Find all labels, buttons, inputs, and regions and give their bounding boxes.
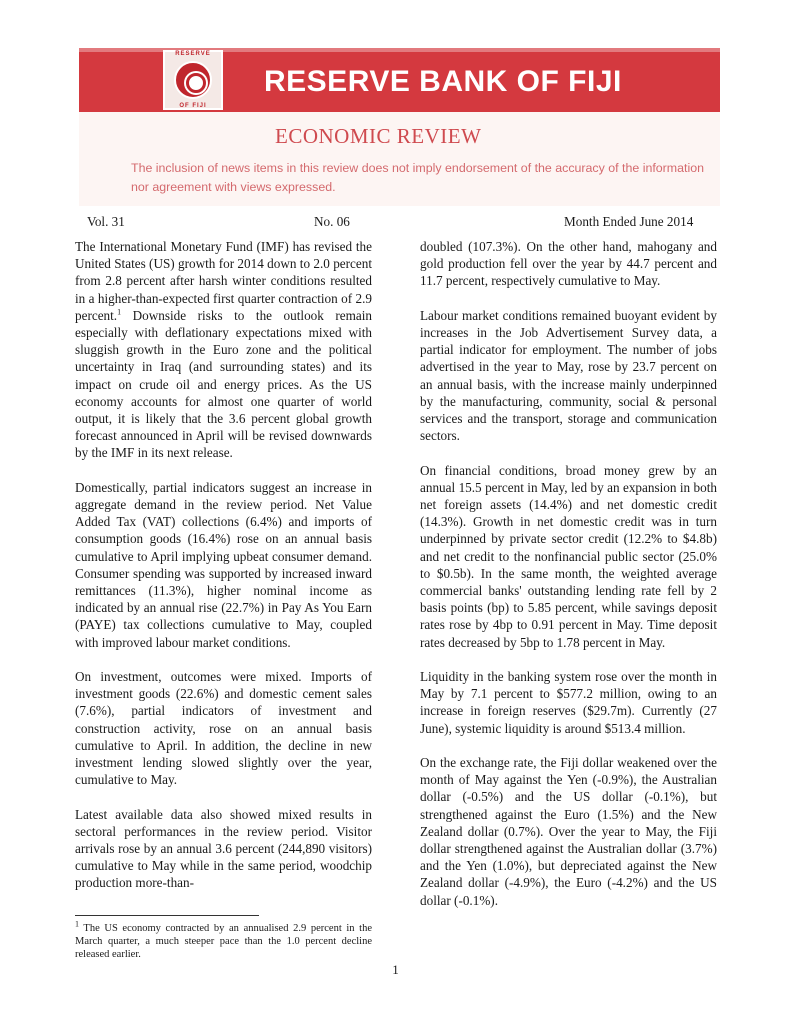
paragraph-investment: On investment, outcomes were mixed. Imports of investment goods (22.6%) and domestic cement sales (7.6%), partial indicators of investment and construction activity, rose on an annual basis cumulative to April. In addition, the decline in new investment lending slowed slightly over the year, cumulative to May. xyxy=(75,669,372,788)
paragraph-sectoral-cont: doubled (107.3%). On the other hand, mahogany and gold production fell over the year by 44.7 percent and 11.7 percent, respectively cumulative to May. xyxy=(420,239,717,289)
review-title: ECONOMIC REVIEW xyxy=(275,124,482,148)
seal-emblem xyxy=(174,61,212,99)
paragraph-domestic-demand: Domestically, partial indicators suggest an increase in aggregate demand in the review period. Net Value Added Tax (VAT) collections (6.4%) and imports of consumption goods (16.4%) rose on an annual basis cumulative to April implying upbeat consumer demand. Consumer spending was supported by increased inward remittances (11.3%), higher nominal income as indicated by an annual rise (22.7%) in Pay As You Earn (PAYE) tax collections cumulative to May, coupled with improved labour market conditions. xyxy=(75,479,372,650)
seal-text-top: RESERVE xyxy=(175,51,211,57)
footnote-reference[interactable]: 1 xyxy=(117,307,122,317)
footnote xyxy=(75,919,372,962)
volume-label: Vol. 31 xyxy=(87,214,125,229)
paragraph-text: Downside risks to the outlook remain especially with deflationary expectations mixed with sluggish growth in the Euro zone and the political uncertainty in Iraq (and surrounding states) and its impact on crude oil and energy prices. As the US economy accounts for almost one quarter of world output, it is likely that the 3.6 percent global growth forecast announced in April will be revised downwards by the IMF in its next release. xyxy=(75,307,372,461)
right-column xyxy=(420,238,717,909)
page-number: 1 xyxy=(392,962,399,977)
footnote-divider xyxy=(75,915,259,916)
left-column xyxy=(75,238,372,892)
footnote-marker: 1 xyxy=(75,919,79,929)
footnote-text: The US economy contracted by an annualised 2.9 percent in the March quarter, a much steeper pace than the 1.0 percent decline released earlier. xyxy=(75,923,372,961)
paragraph-liquidity: Liquidity in the banking system rose over the month in May by 7.1 percent to $577.2 million, owing to an increase in foreign reserves ($29.7m). Currently (27 June), systemic liquidity is around $513.4 million. xyxy=(420,669,717,736)
paragraph-us-growth xyxy=(75,238,372,462)
paragraph-sectoral: Latest available data also showed mixed results in sectoral performances in the review period. Visitor arrivals rose by an annual 3.6 percent (244,890 visitors) cumulative to May while in the same period, woodchip production more-than- xyxy=(75,806,372,891)
bank-name: RESERVE BANK OF FIJI xyxy=(264,65,622,98)
review-header xyxy=(79,112,720,206)
paragraph-labour-market: Labour market conditions remained buoyant evident by increases in the Job Advertisement Survey data, a partial indicator for employment. The number of jobs advertised in the year to May, rose by 23.7 percent on an annual basis, with the increase mainly underpinned by the manufacturing, community, social & personal services and the transport, storage and communication sectors. xyxy=(420,307,717,444)
issue-number: No. 06 xyxy=(314,214,350,229)
bank-seal-logo xyxy=(163,50,223,110)
seal-text-bottom: OF FIJI xyxy=(179,103,207,109)
header-banner xyxy=(79,48,720,112)
paragraph-financial-conditions: On financial conditions, broad money grew by an annual 15.5 percent in May, led by an expansion in both net foreign assets (14.4%) and net domestic credit (14.3%). Growth in net domestic credit was in turn underpinned by private sector credit (12.2% to $4.8b) and net credit to the nonfinancial public sector (25.0% to $0.5b). In the same month, the weighted average commercial banks' outstanding lending rate fell by 2 basis points (bp) to 5.85 percent, while savings deposit rates rose by 4bp to 0.91 percent in May. Time deposit rates decreased by 5bp to 1.78 percent in May. xyxy=(420,462,717,650)
paragraph-text: The International Monetary Fund (IMF) has revised the United States (US) growth for 2014 down to 2.0 percent from 2.8 percent after harsh winter conditions resulted in a higher-than-expected first quarter contraction of 2.9 percent. xyxy=(75,239,372,323)
disclaimer: The inclusion of news items in this review does not imply endorsement of the accuracy of the information nor agreement with views expressed. xyxy=(131,161,705,194)
period-label: Month Ended June 2014 xyxy=(564,214,694,229)
paragraph-exchange-rate: On the exchange rate, the Fiji dollar weakened over the month of May against the Yen (-0.9%), the Australian dollar (-0.5%) and the US dollar (-0.1%), but strengthened against the Euro (1.5%) and the New Zealand dollar (0.7%). Over the year to May, the Fiji dollar strengthened against the Australian dollar (3.7%) and the Yen (1.0%), but depreciated against the New Zealand dollar (-4.9%), the Euro (-4.2%) and the US dollar (-0.1%). xyxy=(420,755,717,908)
seal-mark-icon xyxy=(186,73,206,93)
